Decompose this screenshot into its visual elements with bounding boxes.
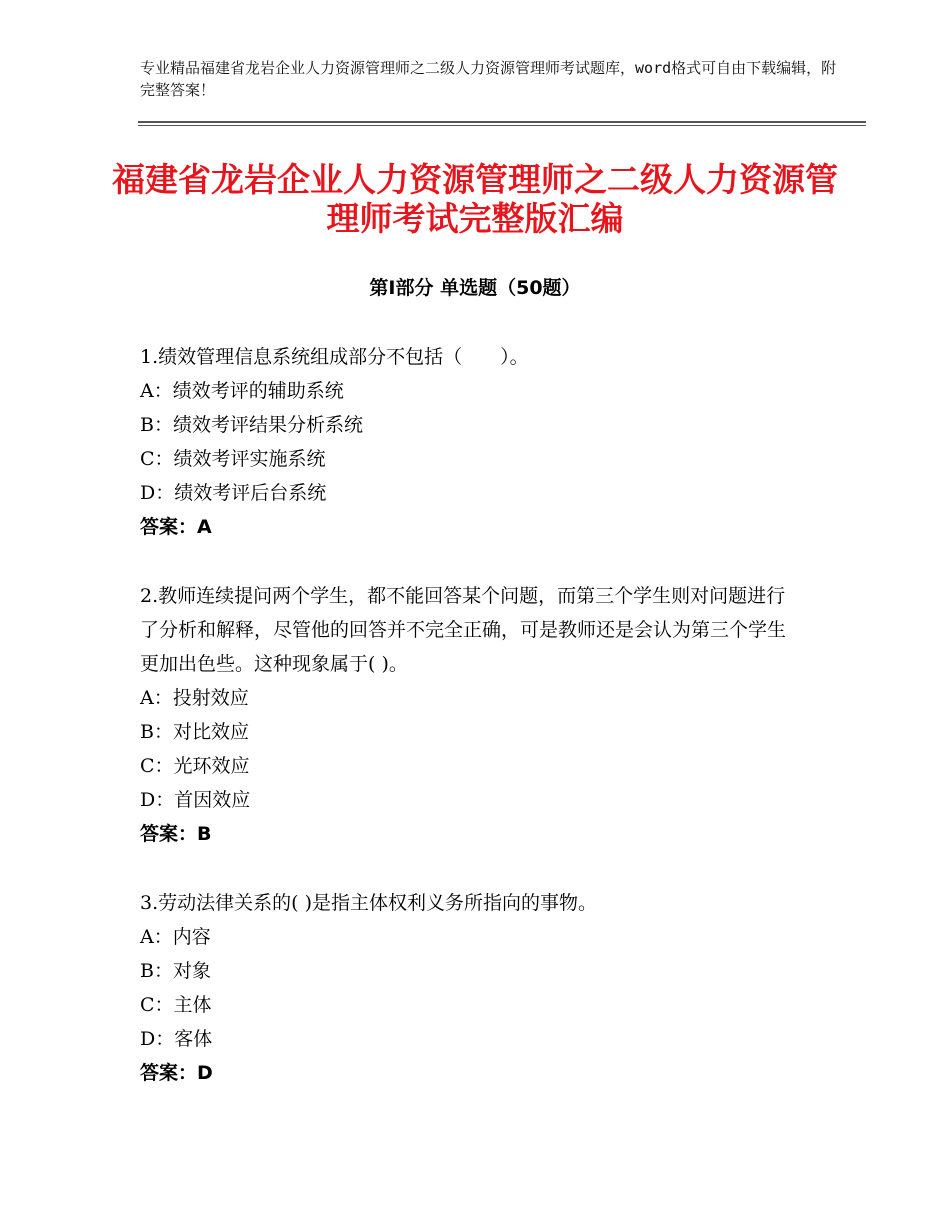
- question-2-option-a: A：投射效应: [140, 687, 249, 709]
- question-2-text: 2.教师连续提问两个学生，都不能回答某个问题，而第三个学生则对问题进行了分析和解释，尽管他的回答并不完全正确，可是教师还是会认为第三个学生更加出色些。这种现象属于( )。: [140, 585, 787, 675]
- question-3-option-b: B：对象: [140, 960, 211, 982]
- question-3-option-c: C：主体: [140, 994, 212, 1016]
- question-1-text: 1.绩效管理信息系统组成部分不包括（ ）。: [140, 346, 529, 368]
- question-1-answer: 答案：A: [140, 516, 212, 538]
- question-3-option-a: A：内容: [140, 926, 211, 948]
- question-3-answer: 答案：D: [140, 1062, 213, 1084]
- question-2-option-d: D：首因效应: [140, 789, 251, 811]
- question-2-option-b: B：对比效应: [140, 721, 249, 743]
- question-1-option-d: D：绩效考评后台系统: [140, 482, 327, 504]
- header-note: 专业精品福建省龙岩企业人力资源管理师之二级人力资源管理师考试题库，word格式可自由下载编辑，附完整答案！: [140, 59, 837, 99]
- document-title: 福建省龙岩企业人力资源管理师之二级人力资源管理师考试完整版汇编: [112, 160, 838, 238]
- question-1-option-b: B：绩效考评结果分析系统: [140, 414, 363, 436]
- question-1-option-a: A：绩效考评的辅助系统: [140, 380, 344, 402]
- question-3-text: 3.劳动法律关系的( )是指主体权利义务所指向的事物。: [140, 892, 597, 914]
- question-2-option-c: C：光环效应: [140, 755, 250, 777]
- question-3-option-d: D：客体: [140, 1028, 213, 1050]
- header-rule-thin: [138, 125, 866, 126]
- question-1-option-c: C：绩效考评实施系统: [140, 448, 326, 470]
- header-rule-thick: [138, 121, 866, 123]
- question-2-answer: 答案：B: [140, 823, 212, 845]
- section-heading: 第Ⅰ部分 单选题（50题）: [369, 277, 581, 299]
